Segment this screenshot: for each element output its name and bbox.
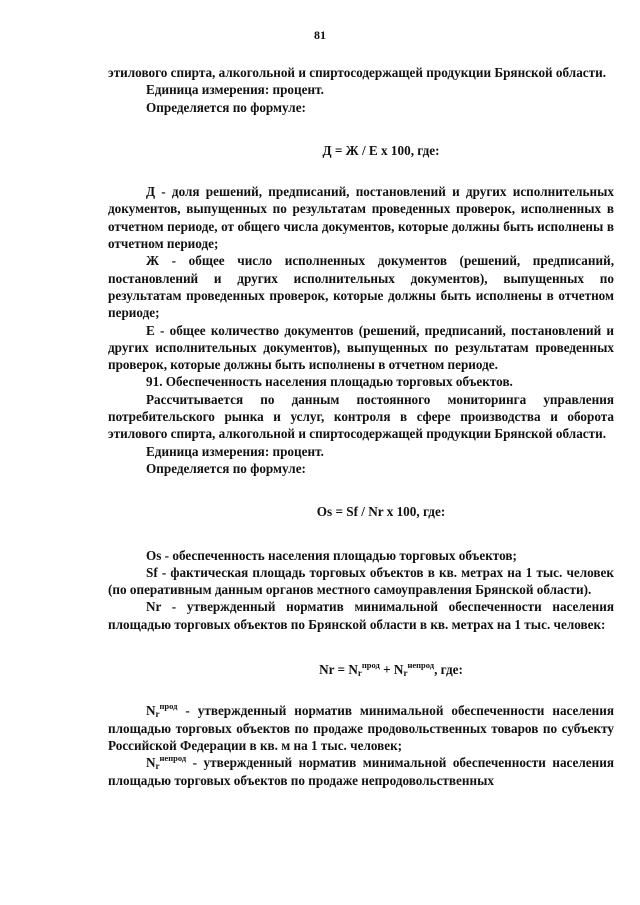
formula-nr-sub2: r: [403, 668, 408, 679]
definition-nr: Nr - утвержденный норматив минимальной обеспеченности населения площадью торговых объектов по Брянской области в кв. метрах на 1 тыс. человек:: [108, 599, 614, 632]
definition-d: Д - доля решений, предписаний, постановлений и других исполнительных документов, выпущенных по результатам проведенных проверок, исполненных в отчетном периоде, от общего числа документов, которые должны быть исполнены в отчетном периоде;: [108, 184, 614, 252]
page-number: 81: [314, 28, 326, 42]
definition-os: Os - обеспеченность населения площадью торговых объектов;: [146, 547, 517, 563]
formula-nr: [108, 661, 614, 678]
paragraph-continuation: этилового спирта, алкогольной и спиртосодержащей продукции Брянской области.: [108, 65, 607, 80]
formula-d: Д = Ж / Е х 100, где:: [322, 142, 440, 158]
nr-neprod-sup: непрод: [159, 753, 187, 764]
nr-prod-symbol: N: [146, 703, 156, 719]
definition-zh: Ж - общее число исполненных документов (решений, предписаний, постановлений и других исполнительных документов), выпущенных по результатам проведенных проверок, которые должны быть исполнены в отчетном периоде;: [108, 253, 614, 321]
formula-nr-plus: + N: [379, 662, 404, 678]
unit-line-2: Единица измерения: процент.: [146, 443, 324, 459]
formula-nr-tail: , где:: [434, 662, 463, 678]
formula-nr-lhs: Nr = N: [319, 662, 358, 678]
calculation-source: Рассчитывается по данным постоянного мониторинга управления потребительского рынка и услуг, контроля в сфере производства и оборота этилового спирта, алкогольной и спиртосодержащей продукции Брянской области.: [108, 391, 614, 442]
definition-e: Е - общее количество документов (решений, предписаний, постановлений и других исполнительных документов), выпущенных по результатам проведенных проверок, которые должны быть исполнены в отчетном периоде.: [108, 322, 614, 373]
nr-prod-text: - утвержденный норматив минимальной обеспеченности населения площадью торговых объектов по продаже продовольственных товаров по субъекту Российской Федерации в кв. м на 1 тыс. человек;: [108, 703, 614, 753]
formula-intro-2: Определяется по формуле:: [146, 460, 306, 476]
formula-nr-sup2: непрод: [407, 660, 435, 671]
nr-neprod-symbol: N: [146, 755, 156, 771]
formula-nr-sup1: прод: [361, 660, 380, 671]
section-heading-91: 91. Обеспеченность населения площадью торговых объектов.: [146, 374, 513, 390]
nr-neprod-text: - утвержденный норматив минимальной обеспеченности населения площадью торговых объектов по продаже непродовольственных: [108, 755, 614, 788]
document-body: [108, 64, 614, 789]
definition-sf: Sf - фактическая площадь торговых объектов в кв. метрах на 1 тыс. человек (по оперативным данным органов местного самоуправления Брянской области).: [108, 564, 614, 598]
formula-os: Os = Sf / Nr x 100, где:: [316, 504, 446, 520]
nr-prod-sub: r: [155, 709, 160, 720]
nr-prod-sup: прод: [159, 701, 178, 712]
formula-intro: Определяется по формуле:: [146, 99, 306, 115]
nr-neprod-sub: r: [155, 761, 160, 772]
definition-nr-neprod: [108, 754, 614, 789]
formula-nr-sub1: r: [357, 668, 362, 679]
unit-line: Единица измерения: процент.: [146, 82, 324, 98]
definition-nr-prod: [108, 702, 614, 754]
